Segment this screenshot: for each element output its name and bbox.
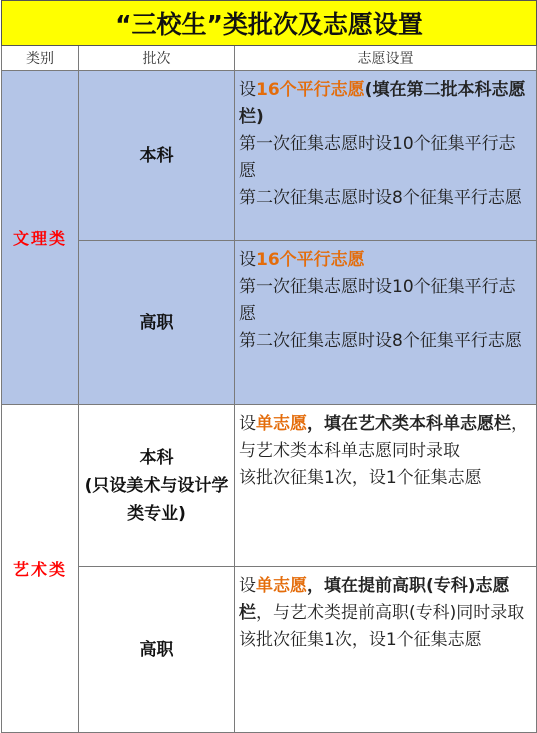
batch-art-undergrad — [79, 405, 235, 567]
header-category: 类别 — [2, 46, 79, 71]
setting-prefix: 设 — [239, 80, 256, 100]
setting-arts-science-vocational — [235, 241, 537, 405]
setting-line: 第二次征集志愿时设8个征集平行志愿 — [239, 188, 522, 208]
setting-line: 第二次征集志愿时设8个征集平行志愿 — [239, 331, 522, 351]
batch-arts-science-undergrad — [79, 71, 235, 241]
batch-label: 高职 — [139, 312, 174, 333]
batch-arts-science-vocational — [79, 241, 235, 405]
setting-highlight: 16个平行志愿 — [256, 250, 365, 270]
category-arts-science: 文理类 — [2, 71, 79, 405]
batch-label: 本科 — [139, 447, 174, 468]
batch-note: (只设美术与设计学类专业) — [84, 475, 229, 524]
setting-bold-tail: (填在第二批本科志愿栏) — [239, 80, 526, 127]
batch-label: 高职 — [139, 639, 174, 660]
setting-art-vocational — [235, 567, 537, 733]
volunteer-settings-table — [1, 0, 537, 733]
setting-line: 该批次征集1次，设1个征集志愿 — [239, 630, 482, 650]
setting-bold-tail: ，填在提前高职(专科)志愿栏 — [239, 576, 510, 623]
setting-line: 第一次征集志愿时设10个征集平行志愿 — [239, 134, 516, 181]
setting-line: 第一次征集志愿时设10个征集平行志愿 — [239, 277, 516, 324]
setting-prefix: 设 — [239, 576, 256, 596]
header-batch: 批次 — [79, 46, 235, 71]
setting-bold-tail: ，填在艺术类本科单志愿栏 — [307, 414, 511, 434]
category-art: 艺术类 — [2, 405, 79, 733]
batch-art-vocational — [79, 567, 235, 733]
setting-prefix: 设 — [239, 414, 256, 434]
batch-label: 本科 — [139, 145, 174, 166]
setting-line: 该批次征集1次，设1个征集志愿 — [239, 468, 482, 488]
setting-prefix: 设 — [239, 250, 256, 270]
setting-highlight: 16个平行志愿 — [256, 80, 365, 100]
setting-arts-science-undergrad — [235, 71, 537, 241]
setting-highlight: 单志愿 — [256, 576, 307, 596]
setting-art-undergrad — [235, 405, 537, 567]
header-setting: 志愿设置 — [235, 46, 537, 71]
setting-plain-tail: ，与艺术类提前高职(专科)同时录取 — [256, 603, 525, 623]
table-title: “三校生”类批次及志愿设置 — [2, 1, 537, 46]
setting-plain-tail: ，与艺术类本科单志愿同时录取 — [239, 414, 528, 461]
setting-highlight: 单志愿 — [256, 414, 307, 434]
